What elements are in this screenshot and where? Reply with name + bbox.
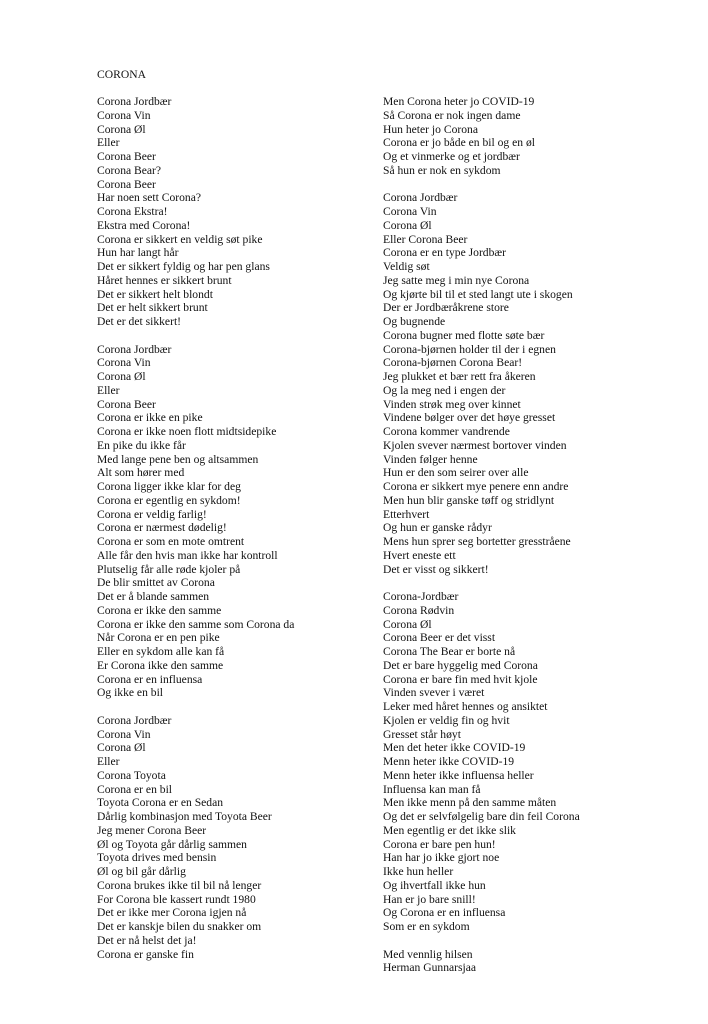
- poem-line: Hvert eneste ett: [383, 548, 456, 562]
- poem-line: Corona The Bear er borte nå: [383, 645, 516, 658]
- poem-line: Og la meg ned i engen der: [383, 383, 506, 397]
- poem-line: Vindene bølger over det høye gresset: [383, 411, 556, 425]
- poem-line: Med lange pene ben og altsammen: [97, 452, 259, 466]
- poem-line: Jeg mener Corona Beer: [97, 823, 207, 837]
- poem-line: Corona er bare fin med hvit kjole: [383, 672, 538, 686]
- poem-line: Kjolen er veldig fin og hvit: [383, 713, 510, 727]
- poem-line: Corona er ikke den samme som Corona da: [97, 617, 295, 631]
- poem-line: Øl og Toyota går dårlig sammen: [97, 837, 247, 851]
- poem-line: Vinden svever i været: [383, 686, 485, 700]
- poem-line: Vinden strøk meg over kinnet: [383, 397, 521, 411]
- poem-line: Corona kommer vandrende: [383, 425, 510, 438]
- poem-line: Corona Toyota: [97, 768, 166, 782]
- poem-line: Og Corona er en influensa: [383, 906, 506, 920]
- poem-line: Corona Jordbær: [97, 713, 172, 727]
- poem-line: Corona Øl: [383, 218, 432, 232]
- poem-line: Corona er en bil: [97, 782, 173, 796]
- poem-line: Corona er en type Jordbær: [383, 246, 506, 260]
- poem-line: Har noen sett Corona?: [97, 191, 201, 205]
- poem-line: Corona er veldig farlig!: [97, 507, 207, 521]
- poem-line: Og kjørte bil til et sted langt ute i skogen: [383, 287, 573, 301]
- poem-line: Corona Beer er det visst: [383, 631, 496, 645]
- poem-line: Med vennlig hilsen: [383, 947, 473, 961]
- stanza: [97, 95, 367, 329]
- poem-line: Kjolen svever nærmest bortover vinden: [383, 438, 567, 452]
- poem-line: Corona er ikke en pike: [97, 411, 203, 425]
- poem-line: Corona Beer: [97, 177, 156, 191]
- poem-line: Leker med håret hennes og ansiktet: [383, 700, 548, 713]
- stanza: [383, 191, 683, 576]
- poem-line: Og ikke en bil: [97, 686, 164, 700]
- left-column: [97, 95, 367, 975]
- stanza: [383, 590, 683, 934]
- poem-line: Corona Øl: [97, 370, 146, 383]
- poem-line: Det er det sikkert!: [97, 315, 182, 328]
- stanza: [97, 343, 367, 701]
- poem-line: Men Corona heter jo COVID-19: [383, 95, 535, 108]
- stanza: [97, 714, 367, 962]
- poem-line: Corona-bjørnen holder til der i egnen: [383, 342, 556, 356]
- poem-line: Det er ikke mer Corona igjen nå: [97, 906, 247, 920]
- poem-line: Corona er nærmest dødelig!: [97, 521, 227, 535]
- poem-line: Corona-Jordbær: [383, 590, 459, 603]
- poem-line: Corona er jo både en bil og en øl: [383, 136, 535, 150]
- poem-line: Øl og bil går dårlig: [97, 865, 186, 878]
- poem-line: Og ihvertfall ikke hun: [383, 878, 486, 892]
- poem-line: Men egentlig er det ikke slik: [383, 823, 516, 837]
- poem-line: Eller: [97, 383, 120, 397]
- poem-line: Jeg satte meg i min nye Corona: [383, 273, 530, 287]
- poem-line: Hun er den som seirer over alle: [383, 466, 529, 480]
- poem-line: Corona Bear?: [97, 163, 162, 177]
- signature-block: [383, 948, 683, 976]
- poem-line: Mens hun sprer seg bortetter gresstråene: [383, 535, 571, 548]
- poem-line: Corona er sikkert en veldig søt pike: [97, 232, 263, 246]
- poem-line: Toyota drives med bensin: [97, 851, 217, 865]
- poem-line: Men det heter ikke COVID-19: [383, 741, 526, 755]
- poem-line: Herman Gunnarsjaa: [383, 961, 477, 975]
- poem-line: Corona Vin: [97, 108, 151, 122]
- poem-line: Det er bare hyggelig med Corona: [383, 658, 538, 672]
- poem-line: Hun har langt hår: [97, 246, 179, 260]
- poem-line: Gresset står høyt: [383, 727, 461, 741]
- poem-line: Men hun blir ganske tøff og stridlynt: [383, 493, 555, 507]
- poem-line: Corona Vin: [383, 205, 437, 218]
- poem-line: Corona er egentlig en sykdom!: [97, 493, 241, 507]
- poem-line: Etterhvert: [383, 507, 430, 521]
- poem-line: Corona Øl: [97, 122, 146, 136]
- poem-line: Og det er selvfølgelig bare din feil Corona: [383, 810, 580, 823]
- poem-line: Corona Jordbær: [97, 342, 172, 356]
- poem-line: En pike du ikke får: [97, 438, 186, 452]
- poem-line: Ikke hun heller: [383, 865, 454, 878]
- poem-line: Corona Øl: [383, 617, 432, 631]
- poem-line: Eller Corona Beer: [383, 232, 468, 246]
- poem-line: For Corona ble kassert rundt 1980: [97, 892, 256, 906]
- poem-line: Håret hennes er sikkert brunt: [97, 273, 232, 287]
- poem-line: Corona er en influensa: [97, 672, 203, 686]
- poem-line: Men ikke menn på den samme måten: [383, 796, 557, 810]
- poem-line: Alle får den hvis man ikke har kontroll: [97, 548, 278, 562]
- poem-line: Influensa kan man få: [383, 782, 481, 796]
- poem-line: Det er å blande sammen: [97, 590, 210, 603]
- poem-line: Eller en sykdom alle kan få: [97, 645, 225, 658]
- poem-line: Veldig søt: [383, 260, 430, 273]
- poem-line: Så Corona er nok ingen dame: [383, 108, 521, 122]
- poem-line: Corona er sikkert mye penere enn andre: [383, 480, 569, 493]
- poem-line: Og bugnende: [383, 315, 446, 328]
- poem-line: Corona er ganske fin: [97, 947, 194, 961]
- poem-line: Det er sikkert helt blondt: [97, 287, 213, 301]
- poem-line: Corona Vin: [97, 356, 151, 370]
- poem-line: Corona er ikke den samme: [97, 603, 222, 617]
- poem-line: Alt som hører med: [97, 466, 185, 480]
- poem-line: Corona ligger ikke klar for deg: [97, 480, 241, 493]
- poem-line: Det er kanskje bilen du snakker om: [97, 920, 262, 933]
- poem-line: Det er sikkert fyldig og har pen glans: [97, 260, 270, 273]
- poem-line: Der er Jordbæråkrene store: [383, 301, 509, 315]
- poem-line: Corona brukes ikke til bil nå lenger: [97, 878, 262, 892]
- poem-line: Og et vinmerke og et jordbær: [383, 150, 520, 163]
- poem-line: Corona er bare pen hun!: [383, 837, 496, 851]
- poem-line: Corona Beer: [97, 397, 156, 411]
- poem-line: Menn heter ikke COVID-19: [383, 755, 515, 768]
- poem-line: Eller: [97, 755, 120, 768]
- poem-line: Corona Beer: [97, 150, 156, 163]
- poem-line: Corona er som en mote omtrent: [97, 535, 245, 548]
- poem-line: Plutselig får alle røde kjoler på: [97, 562, 241, 576]
- poem-line: Jeg plukket et bær rett fra åkeren: [383, 370, 536, 383]
- poem-line: Corona Vin: [97, 727, 151, 741]
- poem-line: De blir smittet av Corona: [97, 576, 215, 590]
- poem-line: Ekstra med Corona!: [97, 218, 191, 232]
- right-column: [383, 95, 683, 975]
- poem-line: Corona Jordbær: [383, 191, 458, 205]
- poem-line: Og hun er ganske rådyr: [383, 521, 492, 535]
- poem-line: Toyota Corona er en Sedan: [97, 796, 224, 810]
- poem-line: Det er visst og sikkert!: [383, 562, 489, 576]
- stanza: [383, 95, 683, 178]
- poem-line: Corona bugner med flotte søte bær: [383, 328, 545, 342]
- poem-line: Som er en sykdom: [383, 920, 470, 933]
- poem-line: Corona Ekstra!: [97, 205, 168, 218]
- poem-line: Vinden følger henne: [383, 452, 478, 466]
- poem-line: Corona Rødvin: [383, 603, 455, 617]
- poem-line: Er Corona ikke den samme: [97, 658, 224, 672]
- poem-line: Han er jo bare snill!: [383, 892, 476, 906]
- poem-line: Det er helt sikkert brunt: [97, 301, 208, 315]
- poem-line: Hun heter jo Corona: [383, 122, 478, 136]
- poem-line: Når Corona er en pen pike: [97, 631, 220, 645]
- poem-line: Corona Øl: [97, 741, 146, 755]
- poem-line: Corona-bjørnen Corona Bear!: [383, 356, 523, 370]
- poem-line: Corona er ikke noen flott midtsidepike: [97, 425, 277, 438]
- poem-line: Menn heter ikke influensa heller: [383, 768, 534, 782]
- poem-line: Dårlig kombinasjon med Toyota Beer: [97, 810, 272, 823]
- poem-title: CORONA: [97, 68, 146, 81]
- poem-line: Det er nå helst det ja!: [97, 933, 197, 947]
- poem-line: Så hun er nok en sykdom: [383, 163, 501, 177]
- poem-line: Eller: [97, 136, 120, 150]
- poem-line: Corona Jordbær: [97, 95, 172, 108]
- poem-line: Han har jo ikke gjort noe: [383, 851, 500, 865]
